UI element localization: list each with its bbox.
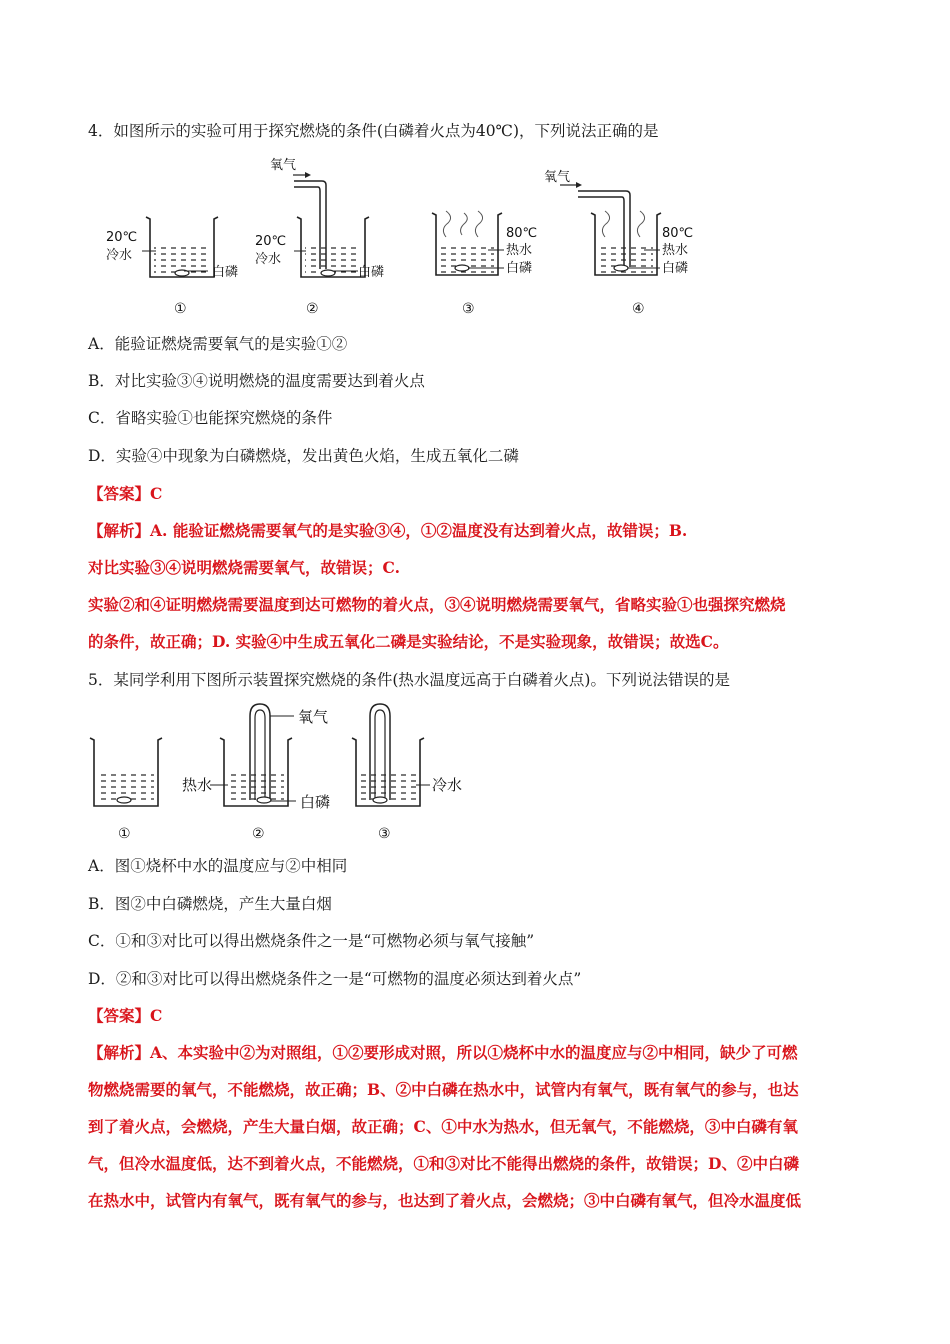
figure-label-1: ① [174, 301, 187, 317]
temp-cold-2: 20℃ [255, 234, 287, 249]
beaker-2 [255, 158, 384, 317]
temp-hot-4: 80℃ [662, 226, 694, 241]
q5-analysis-line-4: 气，但冷水温度低，达不到着火点，不能燃烧，①和③对比不能得出燃烧的条件，故错误；D、②中白磷 [88, 1154, 799, 1173]
q5-answer: 【答案】C [88, 1006, 163, 1025]
oxygen-label-4: 氧气 [544, 170, 571, 185]
beaker-2 [182, 704, 292, 842]
phosphorus-label-4: 白磷 [662, 261, 689, 276]
q5-analysis-line-1: 【解析】A、本实验中②为对照组，①②要形成对照，所以①烧杯中水的温度应与②中相同，缺少了可燃 [88, 1043, 798, 1062]
q4-option-b: B．对比实验③④说明燃烧的温度需要达到着火点 [88, 372, 425, 390]
q4-analysis-line-1: 【解析】A. 能验证燃烧需要氧气的是实验③④，①②温度没有达到着火点，故错误；B. [88, 521, 688, 540]
beaker-3 [432, 211, 537, 317]
q5-option-d: D．②和③对比可以得出燃烧条件之一是“可燃物的温度必须达到着火点” [88, 970, 582, 988]
figure-label-1: ① [118, 826, 131, 842]
beaker-4 [544, 170, 693, 317]
phosphorus-label-3: 白磷 [506, 261, 533, 276]
oxygen-label-2: 氧气 [270, 158, 297, 173]
oxygen-label: 氧气 [298, 708, 329, 726]
temp-hot-3: 80℃ [506, 226, 538, 241]
q4-option-c: C．省略实验①也能探究燃烧的条件 [88, 409, 333, 427]
figure-label-4: ④ [632, 301, 645, 317]
q5-option-c: C．①和③对比可以得出燃烧条件之一是“可燃物必须与氧气接触” [88, 932, 535, 950]
phosphorus-label-1: 白磷 [212, 265, 239, 280]
figure-label-3: ③ [378, 826, 391, 842]
white-phosphorus [117, 797, 131, 803]
q4-analysis-line-2: 对比实验③④说明燃烧需要氧气，故错误；C. [88, 558, 400, 577]
q5-analysis-line-5: 在热水中，试管内有氧气，既有氧气的参与，也达到了着火点，会燃烧；③中白磷有氧气，但冷水温度低 [88, 1191, 802, 1210]
q4-analysis-line-3: 实验②和④证明燃烧需要温度到达可燃物的着火点，③④说明燃烧需要氧气，省略实验①也强探究燃烧 [88, 595, 786, 614]
q5-analysis-line-2: 物燃烧需要的氧气，不能燃烧，故正确；B、②中白磷在热水中，试管内有氧气，既有氧气的参与，也达 [88, 1080, 799, 1099]
figure-label-2: ② [252, 826, 265, 842]
white-phosphorus [614, 265, 628, 271]
q4-figure [100, 155, 710, 325]
white-phosphorus [373, 797, 387, 803]
cold-water-label-2: 冷水 [255, 252, 282, 267]
q4-option-a: A．能验证燃烧需要氧气的是实验①② [88, 335, 348, 353]
temp-cold-1: 20℃ [106, 230, 138, 245]
hot-water-label-4: 热水 [662, 243, 689, 258]
figure-label-3: ③ [462, 301, 475, 317]
phosphorus-label-2: 白磷 [358, 265, 385, 280]
q5-option-a: A．图①烧杯中水的温度应与②中相同 [88, 857, 348, 875]
q5-analysis-line-3: 到了着火点，会燃烧，产生大量白烟，故正确；C、①中水为热水，但无氧气，不能燃烧，③中白磷有氧 [88, 1117, 798, 1136]
white-phosphorus [257, 797, 271, 803]
q5-figure [80, 700, 500, 850]
phosphorus-label: 白磷 [300, 793, 331, 811]
q4-answer: 【答案】C [88, 484, 163, 503]
q4-stem: 4．如图所示的实验可用于探究燃烧的条件(白磷着火点为40℃)，下列说法正确的是 [88, 122, 659, 140]
white-phosphorus [455, 265, 469, 271]
cold-water-label-1: 冷水 [106, 248, 133, 263]
beaker-1 [106, 217, 238, 317]
hot-water-label: 热水 [182, 776, 213, 794]
beaker-3 [352, 704, 462, 842]
q5-stem: 5．某同学利用下图所示装置探究燃烧的条件(热水温度远高于白磷着火点)。下列说法错误的是 [88, 671, 730, 689]
q4-analysis-line-4: 的条件，故正确；D. 实验④中生成五氧化二磷是实验结论，不是实验现象，故错误；故选C。 [88, 632, 729, 651]
q5-option-b: B．图②中白磷燃烧，产生大量白烟 [88, 895, 332, 913]
cold-water-label: 冷水 [432, 776, 463, 794]
beaker-1 [90, 738, 162, 842]
q4-option-d: D．实验④中现象为白磷燃烧，发出黄色火焰，生成五氧化二磷 [88, 447, 519, 465]
figure-label-2: ② [306, 301, 319, 317]
hot-water-label-3: 热水 [506, 243, 533, 258]
